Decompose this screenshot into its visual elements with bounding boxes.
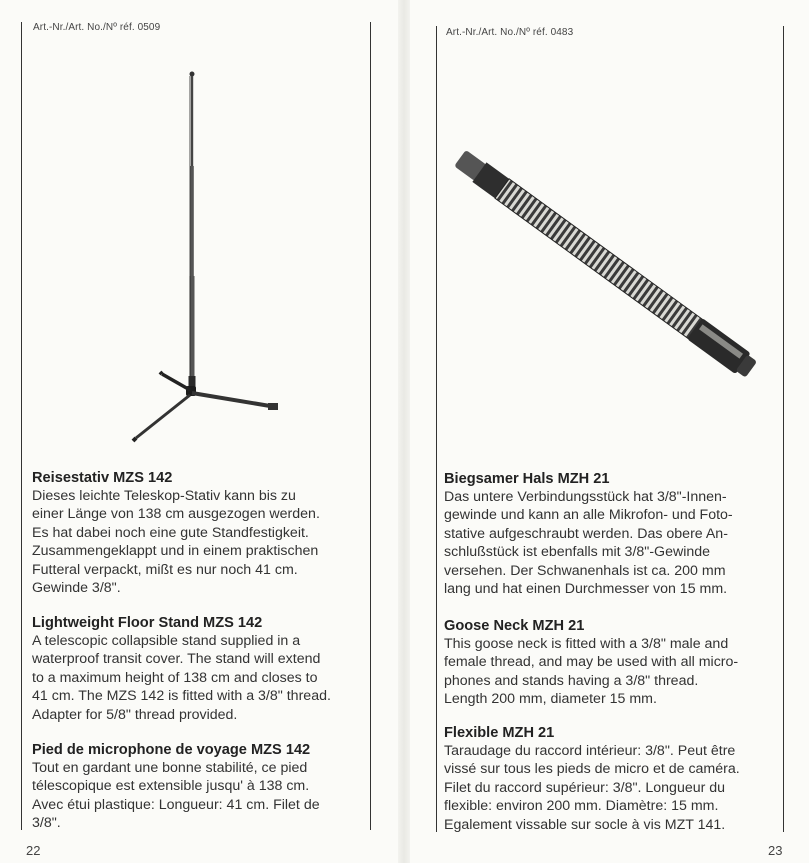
text-line: gewinde und kann an alle Mikrofon- und Foto- bbox=[444, 507, 733, 524]
floor-stand-illustration bbox=[120, 60, 300, 450]
text-line: Taraudage du raccord intérieur: 3/8". Peut être bbox=[444, 743, 736, 759]
page-number-left: 22 bbox=[26, 843, 41, 858]
text-line: télescopique est extensible jusqu' à 138 cm. bbox=[32, 778, 310, 795]
section-title: Reisestativ MZS 142 bbox=[32, 470, 173, 486]
text-line: Egalement vissable sur socle à vis MZT 141. bbox=[444, 816, 726, 833]
text-line: einer Länge von 138 cm ausgezogen werden. bbox=[32, 506, 320, 523]
text-line: 3/8". bbox=[32, 815, 61, 832]
text-line: lang und hat einen Durchmesser von 15 mm. bbox=[444, 581, 728, 598]
section-title: Biegsamer Hals MZH 21 bbox=[444, 471, 610, 487]
article-number-0483: Art.-Nr./Art. No./Nº réf. 0483 bbox=[446, 27, 574, 38]
text-line: A telescopic collapsible stand supplied in a bbox=[32, 633, 301, 649]
text-line: vissé sur tous les pieds de micro et de caméra. bbox=[444, 761, 740, 778]
text-line: waterproof transit cover. The stand will extend bbox=[32, 651, 321, 668]
section-goose-neck bbox=[444, 617, 782, 709]
section-title: Pied de microphone de voyage MZS 142 bbox=[32, 742, 311, 758]
section-flexible bbox=[444, 724, 782, 834]
text-line: Filet du raccord supérieur: 3/8". Longueur du bbox=[444, 779, 726, 796]
text-line: flexible: environ 200 mm. Diamètre: 15 mm. bbox=[444, 798, 719, 815]
section-title: Flexible MZH 21 bbox=[444, 725, 555, 741]
section-title: Lightweight Floor Stand MZS 142 bbox=[32, 615, 263, 631]
text-line: Zusammengeklappt und in einem praktischen bbox=[32, 543, 319, 560]
text-line: This goose neck is fitted with a 3/8" male and bbox=[444, 636, 729, 652]
text-line: 41 cm. The MZS 142 is fitted with a 3/8" thread. bbox=[32, 688, 331, 705]
article-number-0509: Art.-Nr./Art. No./Nº réf. 0509 bbox=[33, 22, 161, 33]
section-biegsamer-hals bbox=[444, 470, 782, 598]
text-line: Das untere Verbindungsstück hat 3/8"-Innen- bbox=[444, 489, 727, 505]
text-line: Dieses leichte Teleskop-Stativ kann bis zu bbox=[32, 488, 296, 504]
text-line: phones and stands having a 3/8" thread. bbox=[444, 672, 699, 689]
goose-neck-illustration bbox=[440, 140, 780, 390]
text-line: Futteral verpackt, mißt es nur noch 41 cm. bbox=[32, 561, 298, 578]
page-number-right: 23 bbox=[768, 843, 783, 858]
text-line: Es hat dabei noch eine gute Standfestigkeit. bbox=[32, 524, 309, 541]
section-title: Goose Neck MZH 21 bbox=[444, 618, 585, 634]
text-line: Length 200 mm, diameter 15 mm. bbox=[444, 691, 657, 708]
text-line: versehen. Der Schwanenhals ist ca. 200 mm bbox=[444, 562, 726, 579]
section-lightweight-floor-stand bbox=[32, 614, 368, 724]
text-line: Tout en gardant une bonne stabilité, ce pied bbox=[32, 760, 308, 776]
section-pied-de-microphone bbox=[32, 741, 368, 833]
text-line: Adapter for 5/8" thread provided. bbox=[32, 706, 238, 723]
book-gutter bbox=[398, 0, 410, 863]
section-reisestativ bbox=[32, 469, 368, 597]
text-line: stative aufgeschraubt werden. Das obere An- bbox=[444, 525, 728, 542]
text-line: female thread, and may be used with all micro- bbox=[444, 654, 739, 671]
text-line: Avec étui plastique: Longueur: 41 cm. Filet de bbox=[32, 796, 320, 813]
text-line: Gewinde 3/8". bbox=[32, 580, 121, 597]
text-line: schlußstück ist ebenfalls mit 3/8"-Gewinde bbox=[444, 544, 711, 561]
text-line: to a maximum height of 138 cm and closes to bbox=[32, 669, 318, 686]
